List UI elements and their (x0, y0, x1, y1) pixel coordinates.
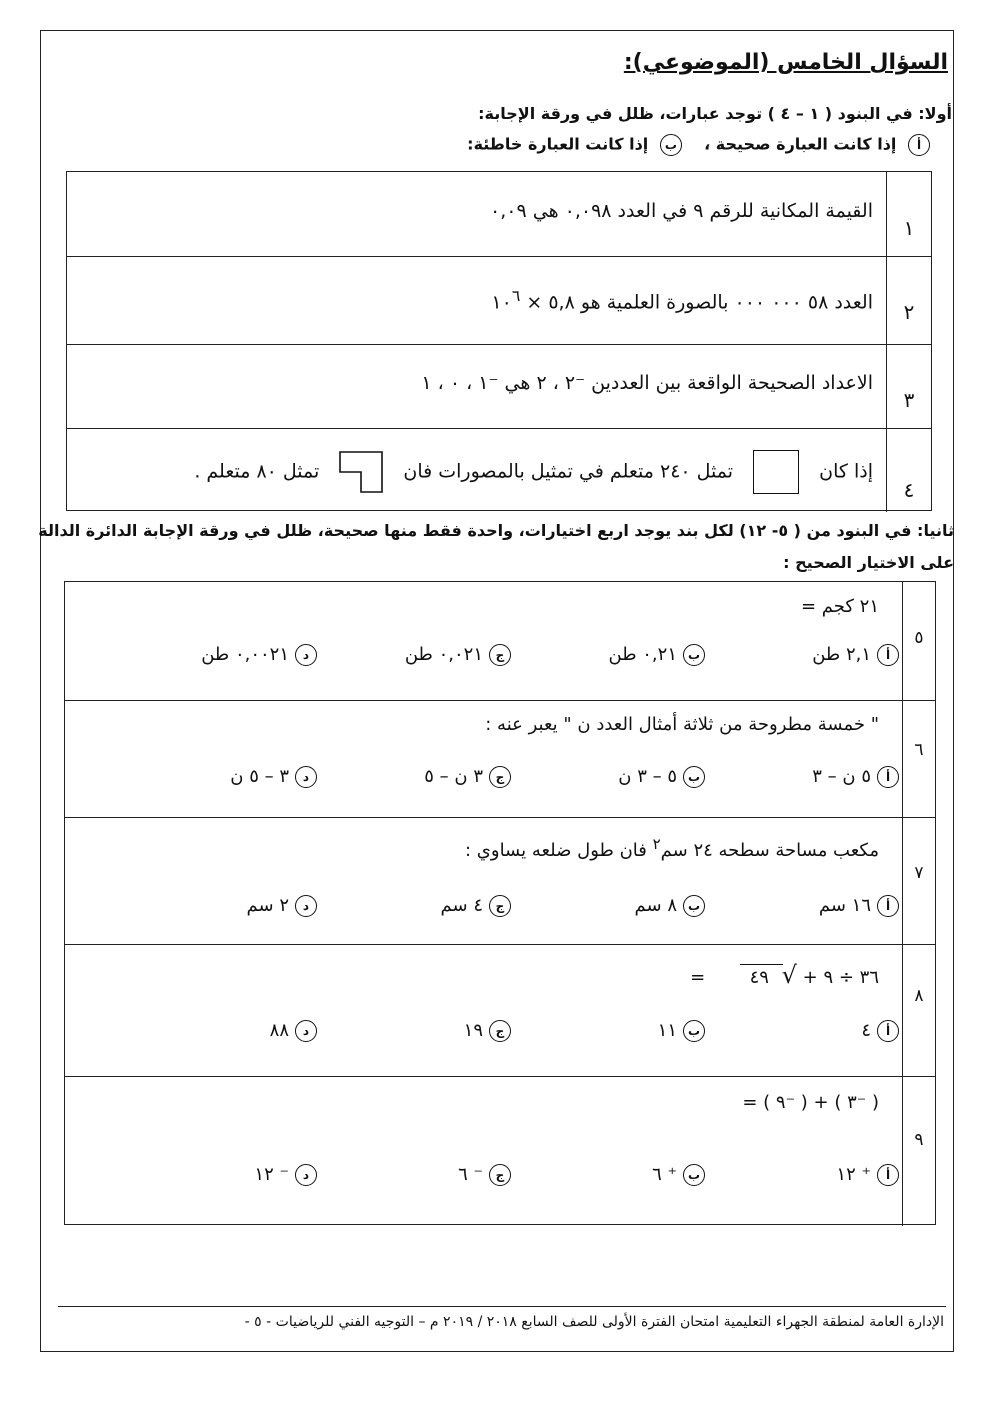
option-text: ٤ (861, 1020, 871, 1041)
table-row (65, 700, 935, 818)
option-circle: أ (877, 1164, 899, 1186)
table-row (65, 944, 935, 1077)
statement-text: الاعداد الصحيحة الواقعة بين العددين ⁻٢ ، ٢ هي ⁻١ ، ٠ ، ١ (421, 372, 873, 394)
option-text: ⁺ ١٢ (836, 1164, 871, 1185)
option-circle: ج (489, 895, 511, 917)
option-text: ٨ سم (634, 895, 677, 916)
option-b[interactable] (635, 895, 705, 917)
option-b[interactable] (618, 766, 705, 788)
option-text: ⁺ ٦ (652, 1164, 677, 1185)
true-false-table (66, 171, 932, 511)
option-text: ١٩ (463, 1020, 483, 1041)
option-text: ٨٨ (269, 1020, 289, 1041)
letter-a-circle: أ (908, 134, 930, 156)
radical-symbol: √ (781, 961, 797, 989)
table-row (65, 582, 935, 701)
item-number: ٧ (902, 817, 935, 944)
option-circle: أ (877, 1020, 899, 1042)
item-number: ٣ (886, 344, 931, 428)
option-text: ⁻ ١٢ (254, 1164, 289, 1185)
option-text: ٣ – ٥ ن (230, 766, 289, 787)
option-c[interactable] (458, 1164, 511, 1186)
table-row (67, 428, 931, 512)
equals-sign: = (690, 967, 706, 988)
option-a[interactable] (861, 1020, 899, 1042)
item-number: ١ (886, 172, 931, 256)
option-a[interactable] (819, 895, 899, 917)
option-text: ٠,٠٠٢١ طن (201, 644, 289, 665)
part2-instruction-cont: على الاختيار الصحيح : (783, 553, 954, 572)
option-d[interactable] (201, 644, 317, 666)
option-c[interactable] (441, 895, 511, 917)
statement-text: القيمة المكانية للرقم ٩ في العدد ٠,٠٩٨ هي ٠,٠٩ (490, 200, 873, 222)
option-text: ٢,١ طن (812, 644, 871, 665)
option-c[interactable] (405, 644, 511, 666)
option-circle: ج (489, 644, 511, 666)
multiple-choice-table (64, 581, 936, 1225)
question-text (465, 835, 879, 861)
option-circle: د (295, 766, 317, 788)
option-b[interactable] (609, 644, 705, 666)
option-b[interactable] (658, 1020, 705, 1042)
option-circle: ج (489, 1020, 511, 1042)
option-text: ٤ سم (440, 895, 483, 916)
item-number: ٩ (902, 1076, 935, 1226)
question-body: ٣٦ ÷ ٩ + (802, 967, 879, 988)
option-a-text: إذا كانت العبارة صحيحة ، (704, 134, 897, 154)
option-a[interactable] (836, 1164, 899, 1186)
table-row (67, 256, 931, 345)
item-number: ٦ (902, 700, 935, 817)
page-footer: الإدارة العامة لمنطقة الجهراء التعليمية امتحان الفترة الأولى للصف السابع ٢٠١٨ / ٢٠١٩ م – التوجيه الفني للرياضيات - ٥ - (244, 1314, 944, 1330)
item-number: ٤ (886, 428, 931, 512)
table-row (67, 172, 931, 257)
option-circle: د (295, 1020, 317, 1042)
statement-part-c: تمثل ٨٠ متعلم . (194, 460, 320, 483)
option-a[interactable] (812, 766, 899, 788)
option-c[interactable] (464, 1020, 511, 1042)
table-row (67, 344, 931, 429)
item-number: ٥ (902, 582, 935, 700)
square-root (740, 961, 797, 989)
option-text: ٠,٢١ طن (608, 644, 677, 665)
option-b[interactable] (652, 1164, 705, 1186)
statement-body: العدد ٥٨ ٠٠٠ ٠٠٠ بالصورة العلمية هو ٥,٨ × ١٠ (491, 291, 873, 314)
option-circle: أ (877, 766, 899, 788)
option-circle: ب (683, 766, 705, 788)
question-body: مكعب مساحة سطحه ٢٤ سم (660, 840, 879, 861)
question-text: ( ⁻٣ ) + ( ⁻٩ ) = (742, 1092, 879, 1113)
statement-exponent: ٦ (511, 286, 521, 305)
question-text: " خمسة مطروحة من ثلاثة أمثال العدد ن " يعبر عنه : (485, 714, 879, 735)
option-c[interactable] (424, 766, 511, 788)
option-circle: ب (683, 895, 705, 917)
option-circle: أ (877, 644, 899, 666)
option-d[interactable] (270, 1020, 317, 1042)
part1-options-legend (467, 134, 930, 156)
option-circle: أ (877, 895, 899, 917)
table-row (65, 817, 935, 945)
option-text: ٥ ن – ٣ (812, 766, 871, 787)
option-text: ٣ ن – ٥ (424, 766, 483, 787)
statement-text (491, 286, 873, 313)
option-b-text: إذا كانت العبارة خاطئة: (467, 134, 649, 154)
option-circle: ج (489, 766, 511, 788)
option-d[interactable] (247, 895, 317, 917)
option-text: ١١ (657, 1020, 677, 1041)
option-text: ⁻ ٦ (458, 1164, 483, 1185)
option-circle: د (295, 644, 317, 666)
option-circle: ب (683, 1020, 705, 1042)
full-square-symbol (753, 450, 799, 494)
option-circle: ب (683, 644, 705, 666)
question-exponent: ٢ (652, 835, 661, 853)
option-circle: د (295, 895, 317, 917)
option-text: ٥ – ٣ ن (618, 766, 677, 787)
option-text: ١٦ سم (818, 895, 871, 916)
option-a[interactable] (812, 644, 899, 666)
option-circle: ج (489, 1164, 511, 1186)
footer-divider (58, 1306, 946, 1307)
item-number: ٢ (886, 256, 931, 344)
question-text: ٢١ كجم = (800, 596, 879, 617)
item-number: ٨ (902, 944, 935, 1076)
option-text: ٠,٠٢١ طن (404, 644, 483, 665)
part2-instruction: ثانيا: في البنود من ( ٥- ١٢) لكل بند يوجد اربع اختيارات، واحدة فقط منها صحيحة، ظلل في ورقة الإجابة الدائرة الدالة (38, 521, 954, 540)
table-row (65, 1076, 935, 1226)
partial-square-symbol (339, 451, 383, 493)
statement-part-b: تمثل ٢٤٠ متعلم في تمثيل بالمصورات فان (403, 460, 734, 483)
statement-part-a: إذا كان (819, 460, 873, 483)
question-tail: فان طول ضلعه يساوي : (465, 840, 647, 861)
option-circle: ب (683, 1164, 705, 1186)
letter-b-circle: ب (660, 134, 682, 156)
question-text (690, 961, 879, 989)
option-d[interactable] (230, 766, 317, 788)
option-text: ٢ سم (246, 895, 289, 916)
option-circle: د (295, 1164, 317, 1186)
radicand: ٤٩ (749, 967, 769, 988)
statement-text (194, 450, 873, 494)
part1-instruction: أولا: في البنود ( ١ – ٤ ) توجد عبارات، ظلل في ورقة الإجابة: (478, 104, 952, 123)
option-d[interactable] (254, 1164, 317, 1186)
section-title: السؤال الخامس (الموضوعي): (623, 50, 948, 75)
